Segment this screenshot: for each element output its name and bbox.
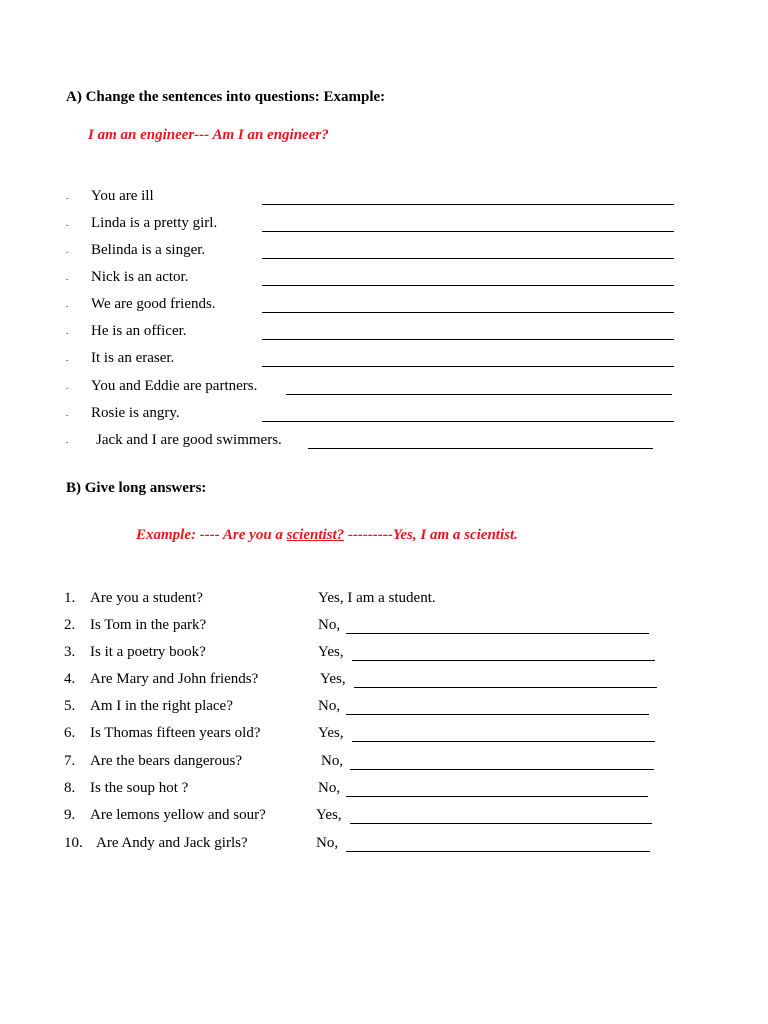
question: Are Mary and John friends? — [90, 671, 259, 687]
question: Is Thomas fifteen years old? — [90, 725, 261, 741]
question: Are you a student? — [90, 590, 203, 606]
answer-field[interactable] — [286, 378, 672, 394]
item-number: 3. — [64, 644, 76, 660]
bullet: . — [66, 299, 69, 309]
answer-field[interactable] — [308, 432, 653, 448]
bullet: . — [66, 381, 69, 391]
example-prefix: Example: ---- Are you a — [136, 527, 287, 543]
question: Are the bears dangerous? — [90, 753, 243, 769]
answer-field[interactable] — [262, 188, 674, 204]
answer-line — [262, 204, 674, 205]
sentence: Linda is a pretty girl. — [91, 215, 218, 231]
answer-field[interactable] — [350, 807, 652, 823]
answer-line — [354, 687, 657, 688]
item-number: 9. — [64, 807, 76, 823]
answer-field[interactable] — [346, 835, 650, 851]
answer-field[interactable] — [262, 350, 674, 366]
item-number: 2. — [64, 617, 76, 633]
answer-text: Yes, I am a student. — [318, 590, 436, 606]
sentence: He is an officer. — [91, 323, 187, 339]
answer-line — [286, 394, 672, 395]
sentence: We are good friends. — [91, 296, 216, 312]
answer-prefix: No, — [321, 753, 344, 769]
answer-field[interactable] — [262, 405, 674, 421]
answer-field[interactable] — [346, 617, 649, 633]
answer-prefix: No, — [318, 698, 341, 714]
answer-prefix: No, — [318, 617, 341, 633]
sentence: You are ill — [91, 188, 154, 204]
answer-field[interactable] — [262, 242, 674, 258]
answer-prefix: Yes, — [320, 671, 346, 687]
answer-field[interactable] — [262, 296, 674, 312]
item-number: 1. — [64, 590, 76, 606]
bullet: . — [66, 218, 69, 228]
item-number: 5. — [64, 698, 76, 714]
bullet: . — [66, 353, 69, 363]
answer-prefix: Yes, — [318, 644, 344, 660]
sentence: It is an eraser. — [91, 350, 175, 366]
answer-line — [350, 823, 652, 824]
answer-line — [346, 851, 650, 852]
section-a-title: A) Change the sentences into questions: Example: — [66, 89, 386, 105]
question: Is it a poetry book? — [90, 644, 206, 660]
question: Are lemons yellow and sour? — [90, 807, 266, 823]
answer-field[interactable] — [262, 323, 674, 339]
answer-prefix: No, — [316, 835, 339, 851]
section-b-title: B) Give long answers: — [66, 480, 207, 496]
answer-field[interactable] — [350, 753, 654, 769]
item-number: 7. — [64, 753, 76, 769]
answer-field[interactable] — [352, 644, 655, 660]
sentence: You and Eddie are partners. — [91, 378, 258, 394]
answer-line — [346, 714, 649, 715]
answer-field[interactable] — [354, 671, 657, 687]
bullet: . — [66, 272, 69, 282]
answer-line — [352, 741, 655, 742]
question: Are Andy and Jack girls? — [96, 835, 248, 851]
answer-line — [262, 285, 674, 286]
sentence: Rosie is angry. — [91, 405, 180, 421]
answer-prefix: Yes, — [318, 725, 344, 741]
answer-field[interactable] — [346, 698, 649, 714]
answer-prefix: Yes, — [316, 807, 342, 823]
answer-field[interactable] — [262, 269, 674, 285]
answer-prefix: No, — [318, 780, 341, 796]
section-a-example: I am an engineer--- Am I an engineer? — [88, 127, 329, 143]
answer-line — [346, 633, 649, 634]
answer-line — [352, 660, 655, 661]
answer-line — [262, 231, 674, 232]
answer-field[interactable] — [352, 725, 655, 741]
answer-field[interactable] — [262, 215, 674, 231]
question: Is Tom in the park? — [90, 617, 207, 633]
answer-line — [308, 448, 653, 449]
bullet: . — [66, 245, 69, 255]
sentence: Belinda is a singer. — [91, 242, 206, 258]
bullet: . — [66, 435, 69, 445]
item-number: 8. — [64, 780, 76, 796]
bullet: . — [66, 408, 69, 418]
answer-line — [262, 258, 674, 259]
answer-line — [262, 421, 674, 422]
bullet: . — [66, 326, 69, 336]
answer-line — [350, 769, 654, 770]
answer-line — [262, 339, 674, 340]
bullet: . — [66, 191, 69, 201]
sentence: Nick is an actor. — [91, 269, 189, 285]
answer-field[interactable] — [346, 780, 648, 796]
example-suffix: ---------Yes, I am a scientist. — [344, 527, 518, 543]
item-number: 6. — [64, 725, 76, 741]
section-b-example — [136, 527, 518, 544]
sentence: Jack and I are good swimmers. — [96, 432, 282, 448]
item-number: 4. — [64, 671, 76, 687]
item-number: 10. — [64, 835, 83, 851]
answer-line — [262, 312, 674, 313]
answer-line — [262, 366, 674, 367]
answer-line — [346, 796, 648, 797]
question: Am I in the right place? — [90, 698, 233, 714]
example-underlined: scientist? — [286, 527, 345, 543]
question: Is the soup hot ? — [90, 780, 189, 796]
